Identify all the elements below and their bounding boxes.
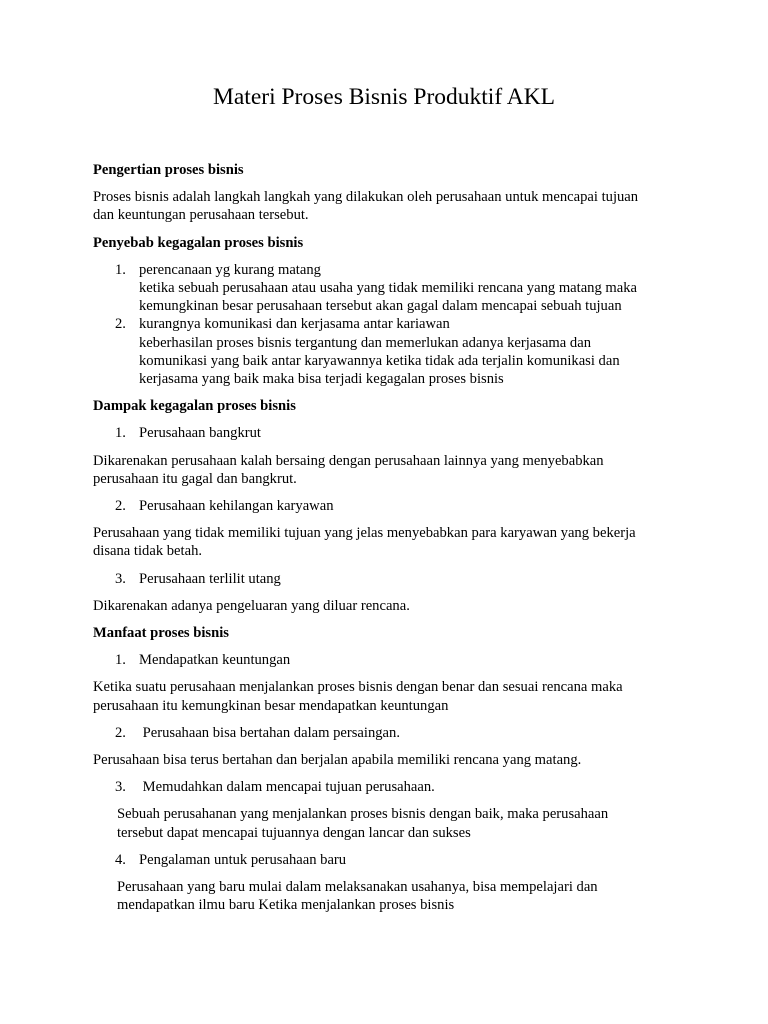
paragraph-pengertian bbox=[93, 188, 693, 224]
list-item-title: Mendapatkan keuntungan bbox=[139, 652, 291, 669]
text-line: Perusahaan bisa terus bertahan dan berjalan apabila memiliki rencana yang matang. bbox=[93, 752, 582, 769]
text-line: ketika sebuah perusahaan atau usaha yang tidak memiliki rencana yang matang maka bbox=[139, 280, 638, 297]
list-number: 1. bbox=[115, 261, 126, 278]
text-line: dan keuntungan perusahaan tersebut. bbox=[93, 207, 309, 224]
text-line: Sebuah perusahanan yang menjalankan proses bisnis dengan baik, maka perusahaan bbox=[117, 806, 609, 823]
list-number: 3. bbox=[115, 570, 126, 587]
list-manfaat-1 bbox=[93, 651, 693, 669]
text-line: disana tidak betah. bbox=[93, 543, 203, 560]
list-dampak-2 bbox=[93, 497, 693, 515]
list-item bbox=[93, 778, 693, 796]
text-line: kerjasama yang baik maka bisa terjadi kegagalan proses bisnis bbox=[139, 371, 504, 388]
paragraph-dampak-3 bbox=[93, 597, 693, 615]
paragraph-manfaat-2 bbox=[93, 751, 693, 769]
list-item bbox=[93, 724, 693, 742]
list-item bbox=[93, 651, 693, 669]
section-heading-dampak: Dampak kegagalan proses bisnis bbox=[93, 398, 296, 415]
text-line: mendapatkan ilmu baru Ketika menjalankan proses bisnis bbox=[117, 897, 455, 914]
list-item-title: Memudahkan dalam mencapai tujuan perusahaan. bbox=[139, 779, 435, 796]
list-dampak-1 bbox=[93, 424, 693, 442]
text-line: keberhasilan proses bisnis tergantung dan memerlukan adanya kerjasama dan bbox=[139, 334, 591, 351]
list-number: 2. bbox=[115, 316, 126, 333]
list-penyebab bbox=[93, 261, 693, 388]
list-manfaat-3 bbox=[93, 778, 693, 796]
list-item bbox=[93, 315, 693, 388]
list-item-title: perencanaan yg kurang matang bbox=[139, 261, 321, 278]
paragraph-manfaat-1 bbox=[93, 678, 693, 714]
paragraph-dampak-1 bbox=[93, 452, 693, 488]
text-line: Dikarenakan perusahaan kalah bersaing dengan perusahaan lainnya yang menyebabkan bbox=[93, 452, 604, 469]
text-line: komunikasi yang baik antar karyawannya ketika tidak ada terjalin komunikasi dan bbox=[139, 352, 620, 369]
text-line: Perusahaan yang tidak memiliki tujuan yang jelas menyebabkan para karyawan yang bekerja bbox=[93, 525, 636, 542]
list-number: 1. bbox=[115, 652, 126, 669]
list-item bbox=[93, 261, 693, 316]
list-dampak-3 bbox=[93, 570, 693, 588]
text-line: Proses bisnis adalah langkah langkah yang dilakukan oleh perusahaan untuk mencapai tujuan bbox=[93, 189, 639, 206]
text-line: perusahaan itu gagal dan bangkrut. bbox=[93, 470, 297, 487]
list-number: 2. bbox=[115, 724, 126, 741]
text-line: Dikarenakan adanya pengeluaran yang diluar rencana. bbox=[93, 597, 410, 614]
document-title: Materi Proses Bisnis Produktif AKL bbox=[212, 84, 556, 110]
list-item bbox=[93, 424, 693, 442]
list-item-title: Pengalaman untuk perusahaan baru bbox=[139, 851, 347, 868]
section-heading-pengertian: Pengertian proses bisnis bbox=[93, 162, 244, 178]
list-number: 4. bbox=[115, 851, 126, 868]
list-manfaat-2 bbox=[93, 724, 693, 742]
list-item bbox=[93, 570, 693, 588]
text-line: Ketika suatu perusahaan menjalankan proses bisnis dengan benar dan sesuai rencana maka bbox=[93, 679, 623, 696]
section-heading-manfaat: Manfaat proses bisnis bbox=[93, 625, 229, 642]
list-number: 1. bbox=[115, 425, 126, 442]
list-number: 3. bbox=[115, 779, 126, 796]
text-line: Perusahaan yang baru mulai dalam melaksanakan usahanya, bisa mempelajari dan bbox=[117, 879, 598, 896]
text-line: kemungkinan besar perusahaan tersebut akan gagal dalam mencapai sebuah tujuan bbox=[139, 298, 622, 315]
list-item-title: Perusahaan bisa bertahan dalam persaingan. bbox=[139, 724, 400, 741]
section-heading-penyebab: Penyebab kegagalan proses bisnis bbox=[93, 234, 304, 251]
paragraph-manfaat-3 bbox=[93, 805, 693, 841]
text-line: tersebut dapat mencapai tujuannya dengan lancar dan sukses bbox=[117, 824, 471, 841]
list-number: 2. bbox=[115, 498, 126, 515]
list-item-title: Perusahaan kehilangan karyawan bbox=[139, 498, 334, 515]
text-line: perusahaan itu kemungkinan besar mendapatkan keuntungan bbox=[93, 697, 449, 714]
document-body bbox=[93, 161, 693, 924]
paragraph-dampak-2 bbox=[93, 524, 693, 560]
list-item-title: Perusahaan bangkrut bbox=[139, 425, 261, 442]
list-item-title: kurangnya komunikasi dan kerjasama antar kariawan bbox=[139, 316, 450, 333]
list-item bbox=[93, 851, 693, 869]
list-item-title: Perusahaan terlilit utang bbox=[139, 570, 281, 587]
list-manfaat-4 bbox=[93, 851, 693, 869]
list-item bbox=[93, 497, 693, 515]
paragraph-manfaat-4 bbox=[93, 878, 693, 914]
